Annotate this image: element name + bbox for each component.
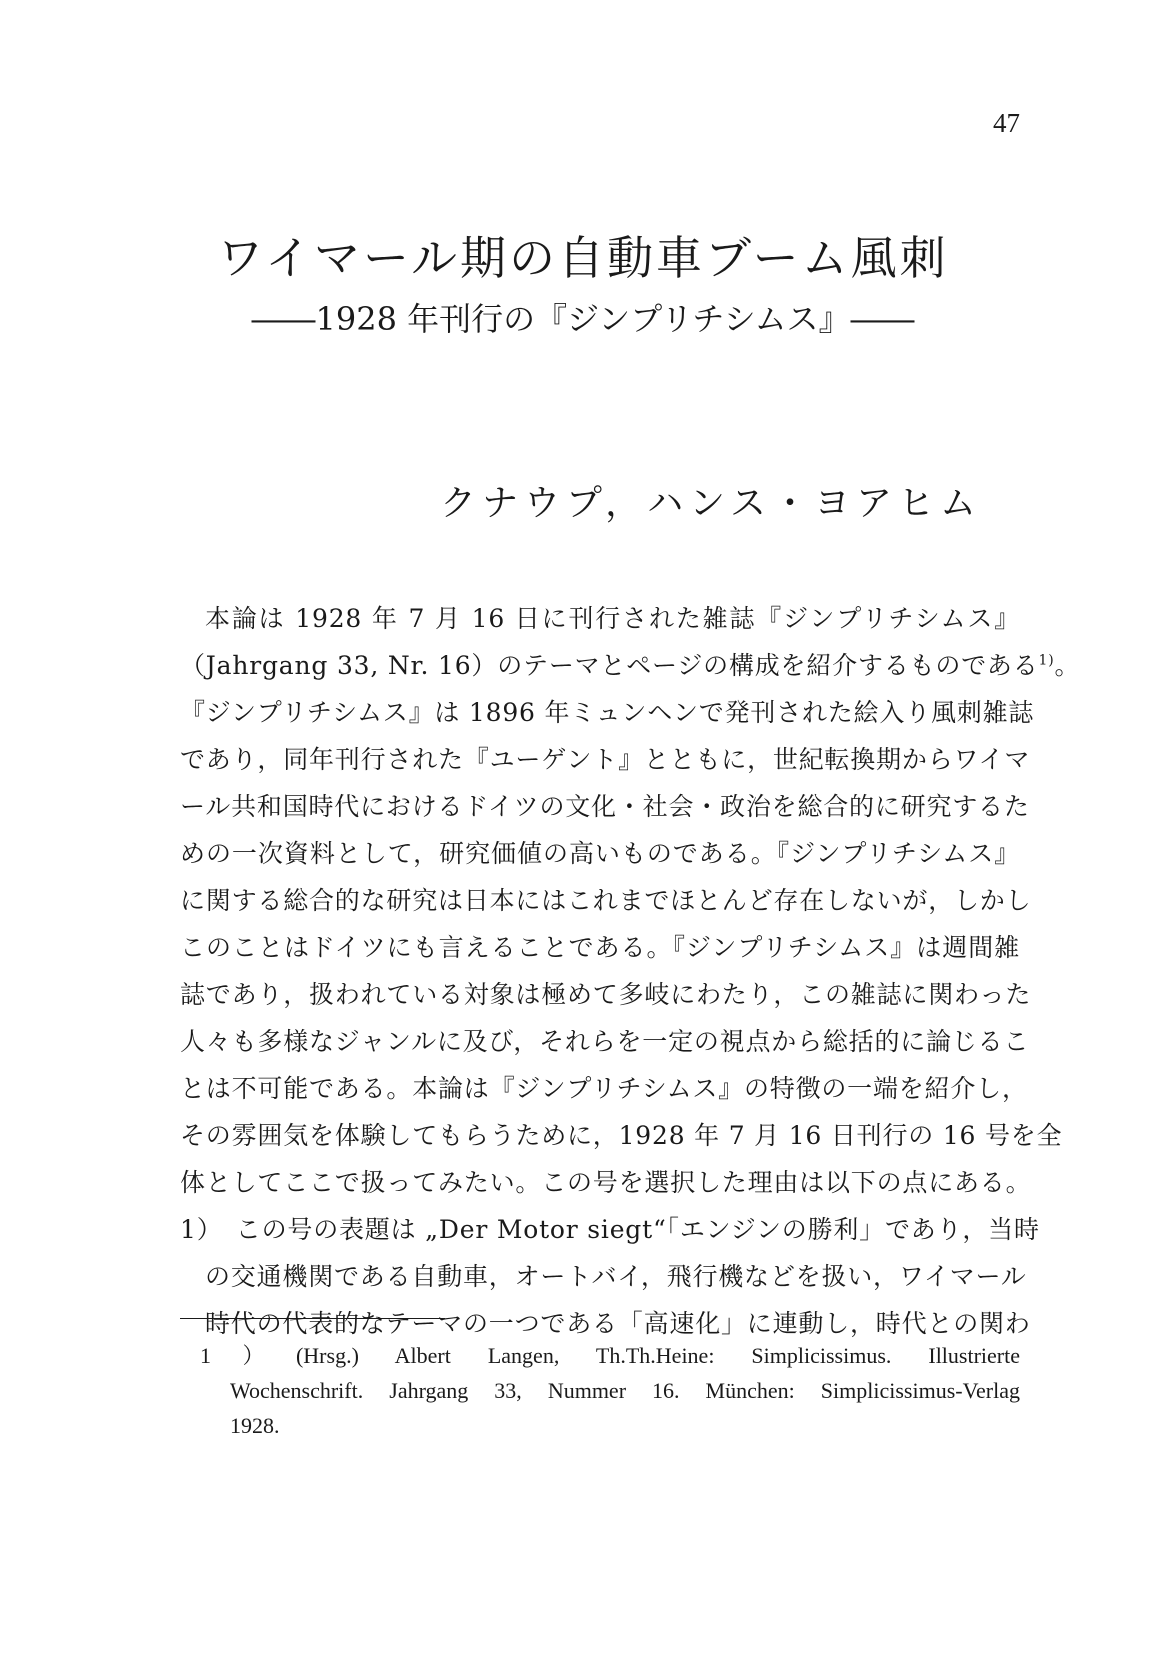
body-line: その雰囲気を体験してもらうために，1928 年 7 月 16 日刊行の 16 号を全 <box>180 1121 1063 1150</box>
body-line: とは不可能である。本論は『ジンプリチシムス』の特徴の一端を紹介し， <box>180 1074 1028 1103</box>
list-item-line: 1） この号の表題は „Der Motor siegt“「エンジンの勝利」であり，当時 <box>180 1215 1040 1244</box>
body-line-with-footnote-ref <box>180 642 1081 689</box>
list-item-line: 時代の代表的なテーマの一つである「高速化」に連動し，時代との関わ <box>205 1309 1031 1338</box>
body-line: このことはドイツにも言えることである。『ジンプリチシムス』は週間雑 <box>180 933 1020 962</box>
footnote-line: 1928. <box>230 1413 280 1438</box>
footnote-divider <box>180 1318 445 1319</box>
article-title: ワイマール期の自動車ブーム風刺 <box>217 231 949 285</box>
list-item-line: の交通機関である自動車，オートバイ，飛行機などを扱い，ワイマール <box>205 1262 1027 1291</box>
footnote <box>200 1338 1020 1443</box>
page-number: 47 <box>993 108 1020 138</box>
body-line: であり，同年刊行された『ユーゲント』とともに，世紀転換期からワイマ <box>180 745 1031 774</box>
body-line: 本論は 1928 年 7 月 16 日に刊行された雑誌『ジンプリチシムス』 <box>205 604 1020 633</box>
body-line: 人々も多様なジャンルに及び，それらを一定の視点から総括的に論じるこ <box>180 1027 1030 1056</box>
article-subtitle: ――1928 年刊行の『ジンプリチシムス』―― <box>251 300 915 338</box>
body-text <box>180 595 1081 1347</box>
body-line-text: （Jahrgang 33, Nr. 16）のテーマとページの構成を紹介するものである <box>180 651 1039 680</box>
body-line: ール共和国時代におけるドイツの文化・社会・政治を総合的に研究するた <box>180 792 1030 821</box>
body-line: 『ジンプリチシムス』は 1896 年ミュンヘンで発刊された絵入り風刺雑誌 <box>180 698 1035 727</box>
footnote-line: 1）(Hrsg.) Albert Langen, Th.Th.Heine: Simplicissimus. Illustrierte <box>200 1343 1020 1368</box>
body-line: に関する総合的な研究は日本にはこれまでほとんど存在しないが，しかし <box>180 886 1032 915</box>
author-name: クナウプ，ハンス・ヨアヒム <box>440 483 983 524</box>
footnote-reference[interactable]: 1) <box>1038 652 1055 669</box>
body-line-tail: 。 <box>1054 651 1081 680</box>
body-line: 体としてここで扱ってみたい。この号を選択した理由は以下の点にある。 <box>180 1168 1032 1197</box>
body-line: めの一次資料として，研究価値の高いものである。『ジンプリチシムス』 <box>180 839 1020 868</box>
body-line: 誌であり，扱われている対象は極めて多岐にわたり，この雑誌に関わった <box>180 980 1032 1009</box>
footnote-line: Wochenschrift. Jahrgang 33, Nummer 16. München: Simplicissimus-Verlag <box>230 1378 1020 1403</box>
